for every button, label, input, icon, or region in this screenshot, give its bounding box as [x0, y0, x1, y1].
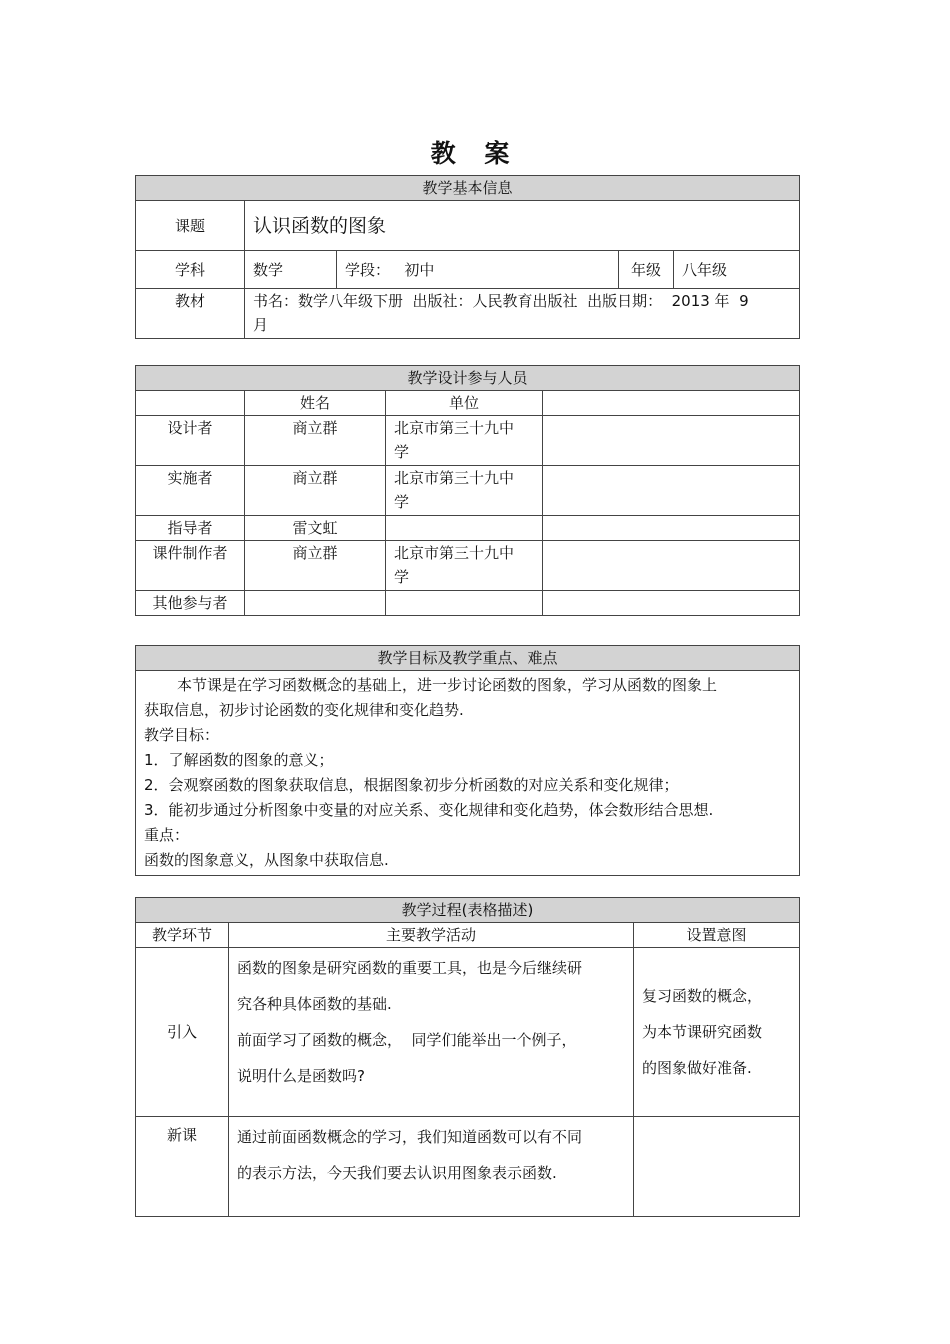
subject-value: 数学	[245, 251, 337, 289]
material-label: 教材	[136, 289, 245, 339]
participant-role: 指导者	[136, 516, 245, 541]
participants-header: 教学设计参与人员	[136, 366, 800, 391]
col-name-header: 姓名	[245, 391, 386, 416]
basic-info-header: 教学基本信息	[136, 176, 800, 201]
participant-role: 课件制作者	[136, 541, 245, 591]
stage-intro: 引入	[136, 948, 229, 1117]
basic-info-table	[135, 175, 800, 339]
process-table	[135, 897, 800, 1217]
objectives-intro-line1: 本节课是在学习函数概念的基础上，进一步讨论函数的图象，学习从函数的图象上	[177, 676, 718, 694]
intent-intro: 复习函数的概念， 为本节课研究函数 的图象做好准备.	[634, 948, 800, 1117]
col-stage-header: 教学环节	[136, 923, 229, 948]
grade-value: 八年级	[674, 251, 800, 289]
page-title: 教 案	[430, 139, 520, 168]
material-line-2: 月	[253, 316, 269, 334]
stage-cell	[337, 251, 619, 289]
objectives-table	[135, 645, 800, 876]
activity-new-lesson: 通过前面函数概念的学习，我们知道函数可以有不同 的表示方法，今天我们要去认识用图象表示函数.	[229, 1117, 634, 1217]
objectives-intro-line2: 获取信息，初步讨论函数的变化规律和变化趋势.	[144, 701, 464, 719]
process-header: 教学过程(表格描述)	[136, 898, 800, 923]
participants-table	[135, 365, 800, 616]
subject-label: 学科	[136, 251, 245, 289]
participant-role: 实施者	[136, 466, 245, 516]
participant-unit	[386, 516, 543, 541]
participant-name: 商立群	[245, 416, 386, 466]
col-unit-header: 单位	[386, 391, 543, 416]
stage-value: 初中	[404, 260, 435, 279]
activity-intro: 函数的图象是研究函数的重要工具，也是今后继续研 究各种具体函数的基础. 前面学习了函数的概念， 同学们能举出一个例子， 说明什么是函数吗?	[229, 948, 634, 1117]
col-intent-header: 设置意图	[634, 923, 800, 948]
topic-label: 课题	[136, 201, 245, 251]
participant-name: 商立群	[245, 541, 386, 591]
stage-label: 学段：	[345, 260, 391, 279]
grade-label: 年级	[619, 251, 674, 289]
topic-value: 认识函数的图象	[245, 201, 800, 251]
material-value	[245, 289, 800, 339]
objectives-body	[136, 671, 800, 876]
goals-label: 教学目标：	[144, 726, 220, 744]
material-line-1: 书名：数学八年级下册 出版社：人民教育出版社 出版日期： 2013 年 9	[253, 292, 749, 310]
participant-role: 设计者	[136, 416, 245, 466]
participant-role: 其他参与者	[136, 591, 245, 616]
participant-name: 商立群	[245, 466, 386, 516]
participant-name: 雷文虹	[245, 516, 386, 541]
goal-item: 2．会观察函数的图象获取信息，根据图象初步分析函数的对应关系和变化规律；	[144, 776, 679, 794]
key-text: 函数的图象意义，从图象中获取信息.	[144, 851, 389, 869]
participant-unit: 北京市第三十九中 学	[386, 466, 543, 516]
stage-new-lesson: 新课	[136, 1117, 229, 1217]
goal-item: 3．能初步通过分析图象中变量的对应关系、变化规律和变化趋势，体会数形结合思想.	[144, 801, 714, 819]
participant-unit: 北京市第三十九中 学	[386, 541, 543, 591]
participant-unit: 北京市第三十九中 学	[386, 416, 543, 466]
col-activity-header: 主要教学活动	[229, 923, 634, 948]
goal-item: 1．了解函数的图象的意义；	[144, 751, 334, 769]
objectives-header: 教学目标及教学重点、难点	[136, 646, 800, 671]
key-label: 重点：	[144, 826, 190, 844]
